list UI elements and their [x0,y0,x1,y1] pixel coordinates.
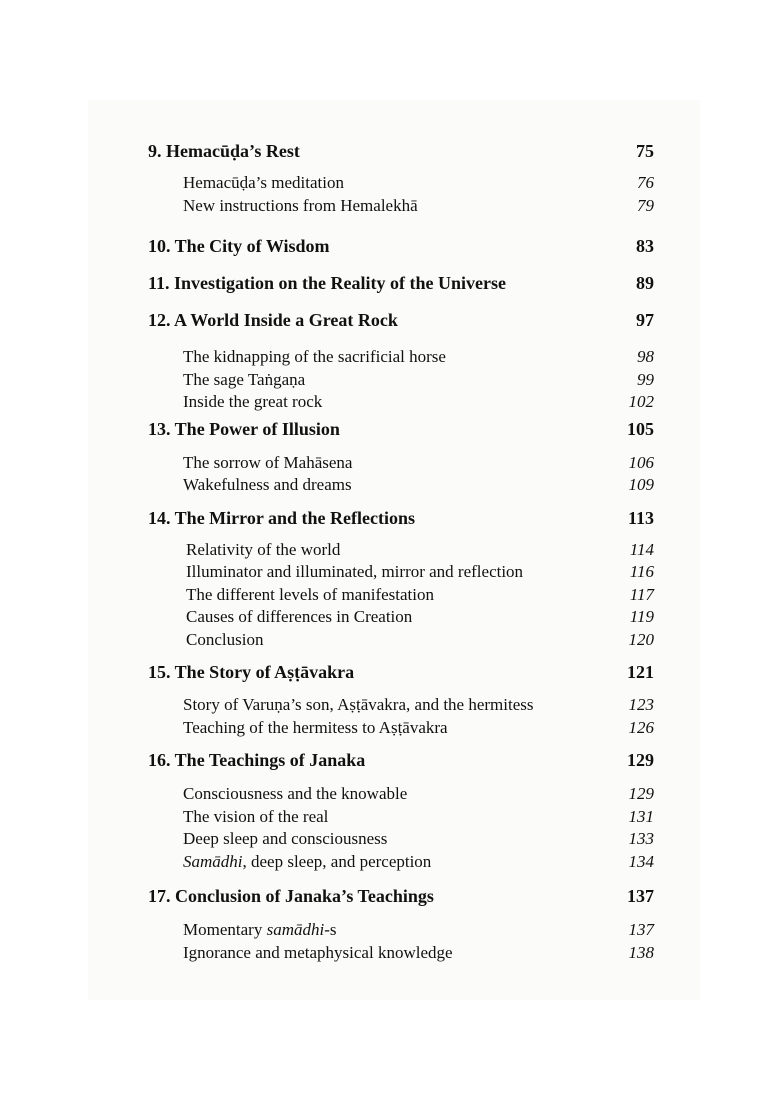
section-item [148,629,654,652]
section-page: 133 [628,829,654,848]
chapter-16 [148,749,654,771]
section-item [148,694,654,717]
section-item [148,783,654,806]
chapter-page: 83 [636,236,654,256]
table-of-contents [148,140,654,964]
section-page: 76 [637,173,654,192]
section-page: 109 [628,475,654,494]
chapter-title: 16. The Teachings of Janaka [148,750,366,770]
section-item [148,369,654,392]
section-item [148,942,654,965]
section-item [148,346,654,369]
chapter-page: 113 [627,507,654,528]
section-title: New instructions from Hemalekhā [183,195,418,215]
section-item [148,828,654,851]
section-page: 102 [628,392,654,411]
section-page: 99 [637,369,654,389]
section-title: Consciousness and the knowable [183,784,408,803]
section-title: Illuminator and illuminated, mirror and reflection [186,562,524,581]
section-page: 116 [629,562,654,581]
section-item [148,539,654,562]
section-title-italic: samādhi [266,920,325,939]
chapter-title: 14. The Mirror and the Reflections [148,507,415,528]
section-page: 138 [628,942,654,962]
section-title-suffix: -s [324,920,337,939]
section-title: Teaching of the hermitess to Aṣṭāvakra [183,717,448,737]
section-item [148,584,654,607]
section-page: 98 [637,347,654,366]
chapter-13 [148,418,654,440]
section-item [148,806,654,829]
chapter-9 [148,140,654,162]
chapter-title: 10. The City of Wisdom [148,236,330,256]
section-title: Wakefulness and dreams [183,475,352,494]
section-item [148,606,654,629]
section-title: Causes of differences in Creation [186,607,413,626]
section-title: Ignorance and metaphysical knowledge [183,942,453,962]
chapter-page: 121 [627,662,654,682]
section-title [183,851,431,874]
section-page: 106 [628,452,654,472]
section-item [148,474,654,497]
chapter-title: 12. A World Inside a Great Rock [148,310,398,330]
section-title: Hemacūḍa’s meditation [183,173,344,192]
section-title: The kidnapping of the sacrificial horse [183,347,446,366]
section-title: The different levels of manifestation [186,584,434,604]
section-page: 131 [628,806,654,826]
section-title: Deep sleep and consciousness [183,829,388,848]
section-title-start: Momentary [183,920,267,939]
chapter-15 [148,661,654,683]
section-title: Relativity of the world [186,539,341,559]
section-item [148,391,654,414]
chapter-12 [148,309,654,331]
section-item [148,172,654,195]
section-item [148,195,654,218]
chapter-title: 15. The Story of Aṣṭāvakra [148,662,355,682]
section-title: Inside the great rock [183,392,323,411]
section-page: 129 [628,784,654,803]
section-page: 119 [629,607,654,626]
chapter-page: 137 [627,886,654,906]
chapter-14 [148,507,654,529]
chapter-11 [148,272,654,294]
chapter-page: 97 [636,310,654,330]
chapter-17 [148,885,654,907]
chapter-title: 9. Hemacūḍa’s Rest [148,141,300,161]
chapter-page: 89 [636,273,654,293]
chapter-page: 75 [636,141,654,161]
chapter-10 [148,235,654,257]
section-title-italic: Samādhi [183,851,243,871]
section-page: 123 [628,695,654,714]
section-item [148,919,654,942]
section-title: The sorrow of Mahāsena [183,452,353,472]
chapter-title: 17. Conclusion of Janaka’s Teachings [148,886,434,906]
section-page: 120 [628,629,654,649]
section-title: The vision of the real [183,806,329,826]
section-title: Story of Varuṇa’s son, Aṣṭāvakra, and the hermitess [183,695,534,714]
section-page: 114 [629,539,654,559]
section-page: 79 [637,195,654,215]
section-page: 137 [628,920,654,939]
section-page: 126 [628,717,654,737]
chapter-title: 13. The Power of Illusion [148,418,340,439]
section-title [183,919,336,942]
section-title: The sage Taṅgaṇa [183,369,306,389]
section-page: 134 [628,851,654,871]
section-item [148,717,654,740]
section-title-rest: , deep sleep, and perception [242,851,432,871]
section-item [148,452,654,475]
section-item [148,851,654,874]
section-page: 117 [629,584,654,604]
section-title: Conclusion [186,629,264,649]
section-item [148,561,654,584]
chapter-page: 129 [627,750,654,770]
chapter-title: 11. Investigation on the Reality of the Universe [148,273,506,293]
chapter-page: 105 [627,418,654,439]
